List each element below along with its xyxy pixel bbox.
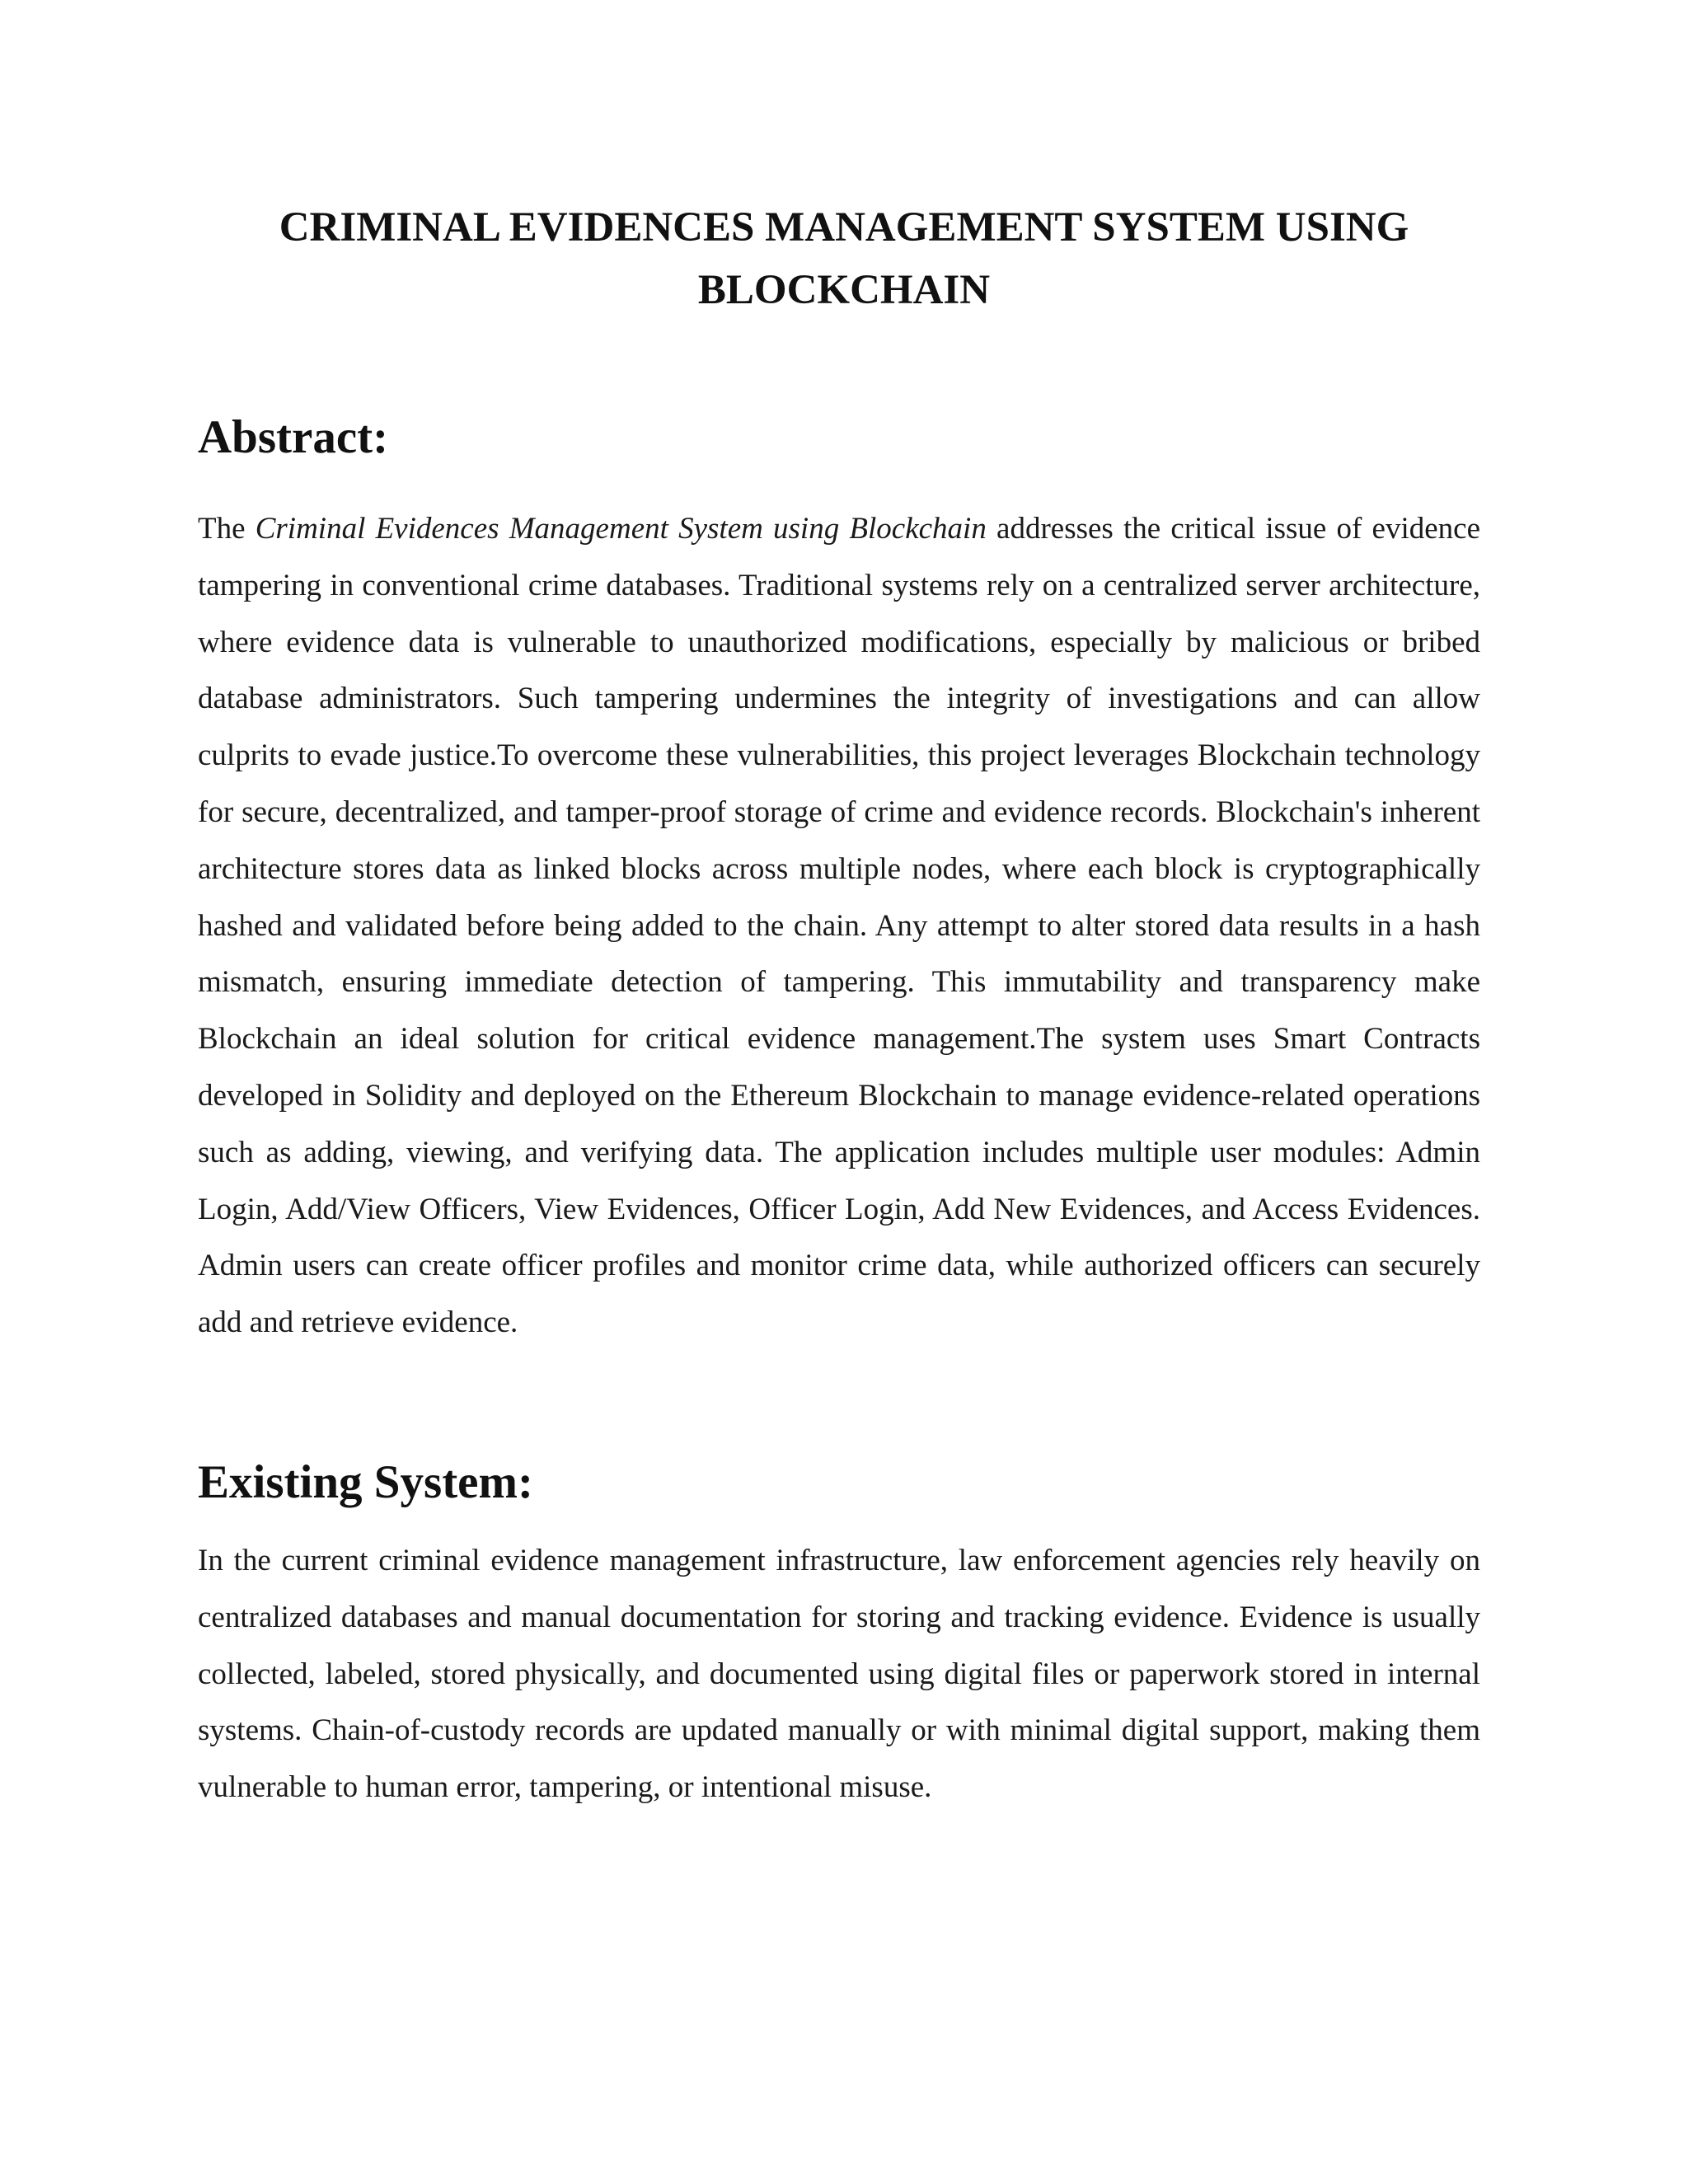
abstract-body-text: addresses the critical issue of evidence tampering in conventional crime databases. Traditional systems rely on a centralized server architecture, where evidence data is vulnerable to unauthorized modifications, especially by malicious or bribed database administrators. Such tampering undermines the integrity of investigations and can allow culprits to evade justice.To overcome these vulnerabilities, this project leverages Blockchain technology for secure, decentralized, and tamper-proof storage of crime and evidence records. Blockchain's inherent architecture stores data as linked blocks across multiple nodes, where each block is cryptographically hashed and validated before being added to the chain. Any attempt to alter stored data results in a hash mismatch, ensuring immediate detection of tampering. This immutability and transparency make Blockchain an ideal solution for critical evidence management.The system uses Smart Contracts developed in Solidity and deployed on the Ethereum Blockchain to manage evidence-related operations such as adding, viewing, and verifying data. The application includes multiple user modules: Admin Login, Add/View Officers, View Evidences, Officer Login, Add New Evidences, and Access Evidences. Admin users can create officer profiles and monitor crime data, while authorized officers can securely add and retrieve evidence. [198,512,1481,1340]
abstract-intro-word: The [198,512,246,546]
abstract-paragraph [198,501,1480,1352]
existing-system-heading: Existing System: [198,1456,533,1508]
document-title-line-2: BLOCKCHAIN [697,267,991,313]
existing-system-paragraph: In the current criminal evidence management infrastructure, law enforcement agencies rely heavily on centralized databases and manual documentation for storing and tracking evidence. Evidence is usually collected, labeled, stored physically, and documented using digital files or paperwork stored in internal systems. Chain-of-custody records are updated manually or with minimal digital support, making them vulnerable to human error, tampering, or intentional misuse. [198,1544,1480,1805]
document-title-line-1: CRIMINAL EVIDENCES MANAGEMENT SYSTEM USING [279,204,1409,251]
abstract-heading: Abstract: [198,411,389,463]
abstract-system-name: Criminal Evidences Management System using Blockchain [255,512,987,546]
document-title [198,196,1490,321]
